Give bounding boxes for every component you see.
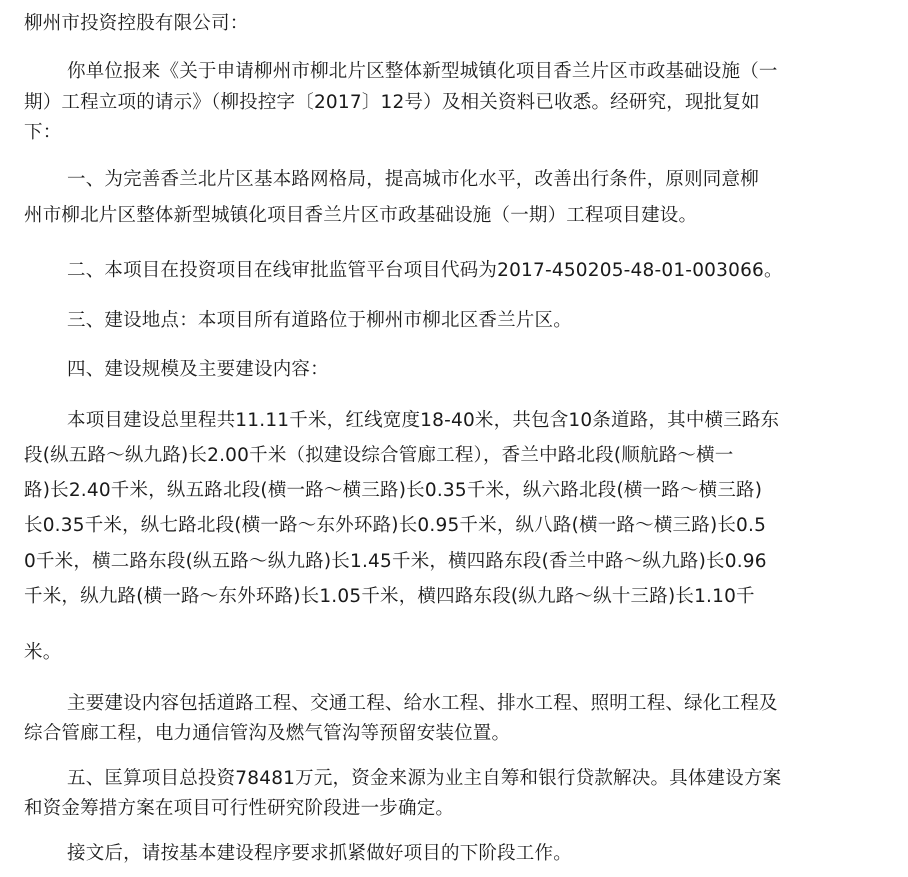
intro-line-3: 下： xyxy=(24,122,62,143)
item2: 二、本项目在投资项目在线审批监管平台项目代码为2017-450205-48-01-003066。 xyxy=(67,260,783,281)
content-line-1: 主要建设内容包括道路工程、交通工程、给水工程、排水工程、照明工程、绿化工程及 xyxy=(67,693,778,714)
scale-line-5: 0千米，横二路东段(纵五路～纵九路)长1.45千米，横四路东段(香兰中路～纵九路)长0.96 xyxy=(24,551,767,572)
item4: 四、建设规模及主要建设内容： xyxy=(67,359,329,380)
scale-line-6: 千米，纵九路(横一路～东外环路)长1.05千米，横四路东段(纵九路～纵十三路)长1.10千 xyxy=(24,586,755,607)
item3: 三、建设地点：本项目所有道路位于柳州市柳北区香兰片区。 xyxy=(67,310,572,331)
closing: 接文后，请按基本建设程序要求抓紧做好项目的下阶段工作。 xyxy=(67,843,572,864)
scale-line-2: 段(纵五路～纵九路)长2.00千米（拟建设综合管廊工程），香兰中路北段(顺航路～横一 xyxy=(24,445,734,466)
intro-line-2: 期）工程立项的请示》（柳投控字〔2017〕12号）及相关资料已收悉。经研究，现批复如 xyxy=(24,92,760,113)
item1-line-2: 州市柳北片区整体新型城镇化项目香兰片区市政基础设施（一期）工程项目建设。 xyxy=(24,205,698,226)
intro-line-1: 你单位报来《关于申请柳州市柳北片区整体新型城镇化项目香兰片区市政基础设施（一 xyxy=(67,61,778,82)
item5-line-1: 五、匡算项目总投资78481万元，资金来源为业主自筹和银行贷款解决。具体建设方案 xyxy=(67,768,782,789)
scale-line-1: 本项目建设总里程共11.11千米，红线宽度18-40米，共包含10条道路，其中横三路东 xyxy=(67,410,780,431)
scale-line-3: 路)长2.40千米，纵五路北段(横一路～横三路)长0.35千米，纵六路北段(横一路～横三路) xyxy=(24,480,763,501)
item5-line-2: 和资金筹措方案在项目可行性研究阶段进一步确定。 xyxy=(24,798,455,819)
item1-line-1: 一、为完善香兰北片区基本路网格局，提高城市化水平，改善出行条件，原则同意柳 xyxy=(67,169,759,190)
addressee: 柳州市投资控股有限公司： xyxy=(24,13,249,34)
content-line-2: 综合管廊工程，电力通信管沟及燃气管沟等预留安装位置。 xyxy=(24,723,511,744)
scale-line-7: 米。 xyxy=(24,642,62,663)
scale-line-4: 长0.35千米，纵七路北段(横一路～东外环路)长0.95千米，纵八路(横一路～横三路)长0.5 xyxy=(24,515,767,536)
